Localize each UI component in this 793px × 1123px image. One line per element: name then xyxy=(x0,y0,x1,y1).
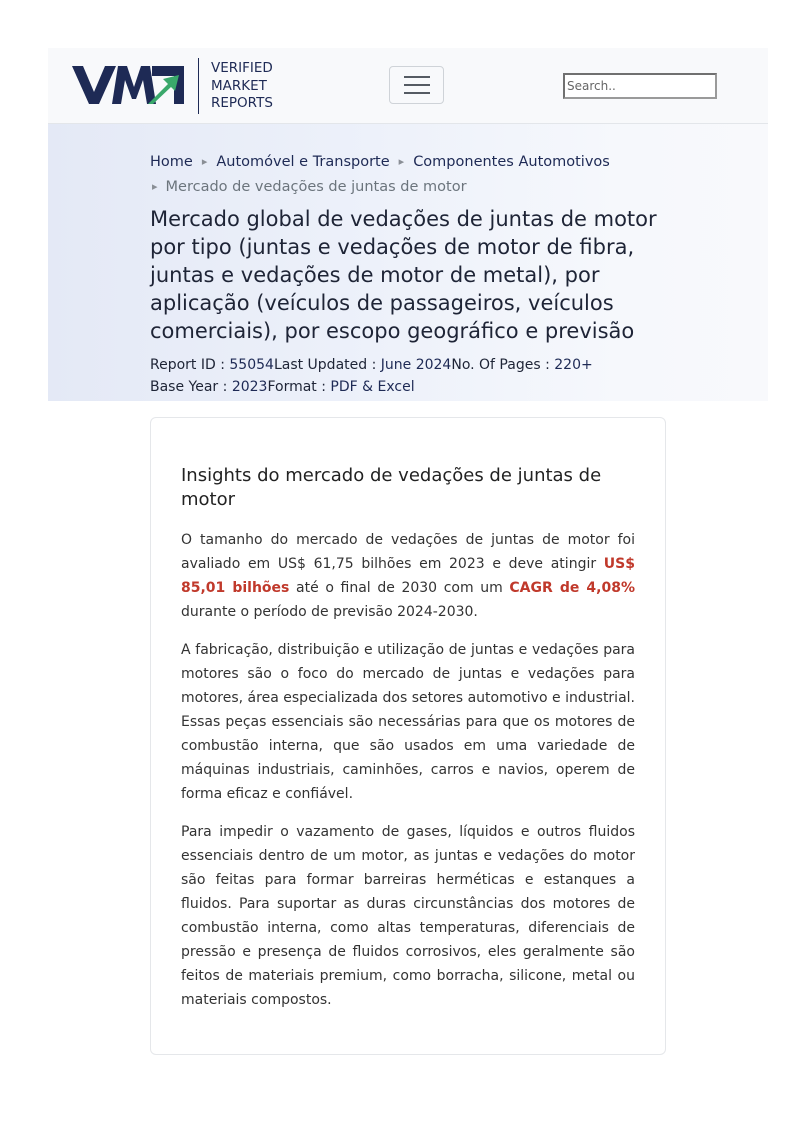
breadcrumb-current: Mercado de vedações de juntas de motor xyxy=(165,179,467,195)
pages-value: 220+ xyxy=(554,357,593,373)
insights-card xyxy=(150,417,666,1055)
hamburger-icon xyxy=(404,75,430,95)
chevron-right-icon: ▸ xyxy=(398,155,405,168)
site-header xyxy=(48,48,768,124)
insights-body xyxy=(181,528,635,1026)
report-id-value: 55054 xyxy=(229,357,274,373)
p1-text-2: até o final de 2030 com um xyxy=(289,580,510,596)
pages-label: No. Of Pages : xyxy=(451,357,555,373)
last-updated-label: Last Updated : xyxy=(273,357,381,373)
format-label: Format : xyxy=(267,379,331,395)
breadcrumb-subcategory-link[interactable]: Componentes Automotivos xyxy=(413,154,610,170)
base-year-value: 2023 xyxy=(231,379,268,395)
logo-divider xyxy=(198,58,199,114)
logo-line-market: MARKET xyxy=(211,77,267,94)
p1-text-3: durante o período de previsão 2024-2030. xyxy=(181,604,478,620)
search-input[interactable] xyxy=(563,73,717,99)
market-value-highlight: US$ 85,01 bilhões xyxy=(181,556,635,596)
logo-line-verified: VERIFIED xyxy=(211,60,273,76)
vmr-logo-mark-icon xyxy=(72,66,184,106)
base-year-label: Base Year : xyxy=(150,379,232,395)
format-value: PDF & Excel xyxy=(330,379,415,395)
chevron-right-icon: ▸ xyxy=(152,180,158,193)
report-meta xyxy=(150,354,593,398)
report-hero xyxy=(48,124,768,401)
page-title: Mercado global de vedações de juntas de motor por tipo (juntas e vedações de motor de fibra, juntas e vedações de motor de metal), por aplicação (veículos de passageiros, veículos comerciais), por escopo geográfico e previsão xyxy=(150,207,657,343)
breadcrumb-home-link[interactable]: Home xyxy=(150,154,193,170)
menu-toggle-button[interactable] xyxy=(389,66,444,104)
insights-paragraph-2: A fabricação, distribuição e utilização de juntas e vedações para motores são o foco do mercado de juntas e vedações para motores, área especializada dos setores automotivo e industrial. Essas peças essenciais são necessárias para que os motores de combustão interna, que são usados em uma variedade de máquinas industriais, caminhões, carros e navios, operem de forma eficaz e confiável. xyxy=(181,642,635,802)
logo-line-reports: REPORTS xyxy=(211,95,273,111)
p1-text-1: O tamanho do mercado de vedações de juntas de motor foi avaliado em US$ 61,75 bilhões em 2023 e deve atingir xyxy=(181,532,635,572)
report-id-label: Report ID : xyxy=(150,357,230,373)
breadcrumb xyxy=(150,150,680,200)
insights-paragraph-1 xyxy=(181,528,635,624)
insights-paragraph-3: Para impedir o vazamento de gases, líquidos e outros fluidos essenciais dentro de um motor, as juntas e vedações do motor são feitas para formar barreiras herméticas e estanques a fluidos. Para suportar as duras circunstâncias dos motores de combustão interna, como altas temperaturas, diferenciais de pressão e presença de fluidos corrosivos, eles geralmente são feitos de materiais premium, como borracha, silicone, metal ou materiais compostos. xyxy=(181,824,635,1008)
logo-wordmark xyxy=(211,60,273,113)
cagr-highlight: CAGR de 4,08% xyxy=(509,580,635,596)
breadcrumb-category-link[interactable]: Automóvel e Transporte xyxy=(216,154,390,170)
insights-heading: Insights do mercado de vedações de juntas de motor xyxy=(181,465,602,510)
chevron-right-icon: ▸ xyxy=(201,155,208,168)
last-updated-value: June 2024 xyxy=(380,357,452,373)
